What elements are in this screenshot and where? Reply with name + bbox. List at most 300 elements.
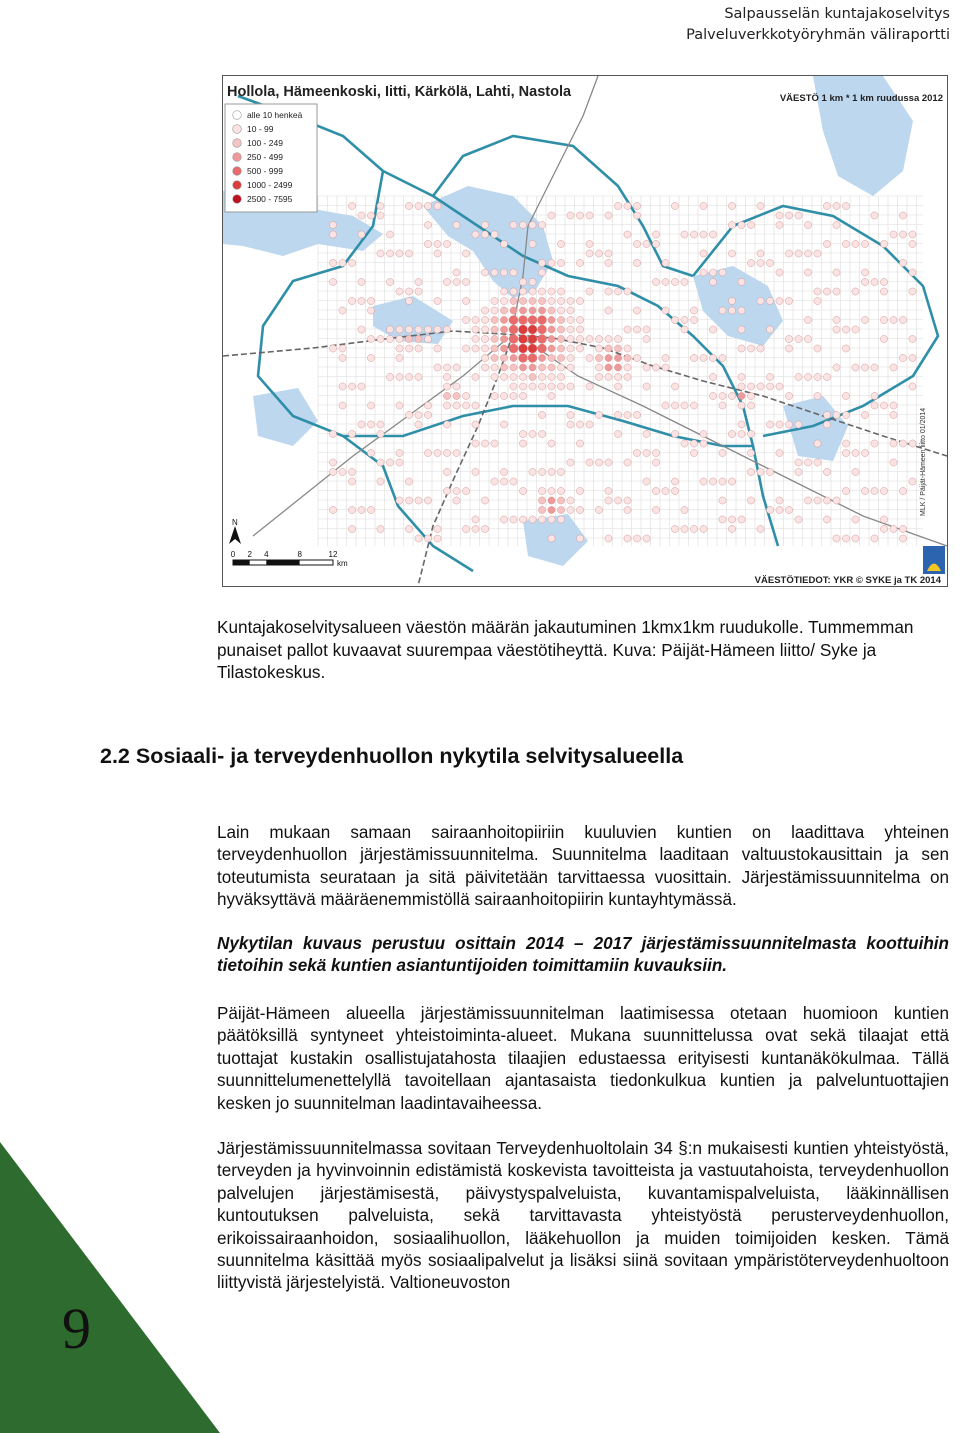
scale-tick-label: 0: [230, 550, 236, 559]
population-dot: [472, 231, 479, 238]
population-dot: [424, 497, 431, 504]
population-dot: [377, 335, 384, 342]
section-heading: 2.2 Sosiaali- ja terveydenhuollon nykytila selvitysalueella: [100, 744, 684, 768]
population-dot: [358, 212, 365, 219]
population-dot: [614, 383, 621, 390]
population-dot: [776, 421, 783, 428]
population-dot: [842, 345, 849, 352]
population-dot: [624, 459, 631, 466]
legend-swatch: [233, 195, 242, 204]
population-dot: [899, 354, 906, 361]
population-dot: [415, 278, 422, 285]
population-dot: [700, 354, 707, 361]
population-dot: [728, 202, 735, 209]
population-dot: [690, 402, 697, 409]
population-dot: [576, 535, 583, 542]
population-dot: [538, 430, 545, 437]
population-dot: [614, 497, 621, 504]
population-dot: [567, 364, 574, 371]
population-dot: [586, 240, 593, 247]
population-dot: [614, 288, 621, 295]
population-dot: [567, 411, 574, 418]
population-dot: [681, 326, 688, 333]
scale-tick-label: 12: [328, 550, 338, 559]
population-dot: [880, 278, 887, 285]
population-dot: [738, 278, 745, 285]
population-dot: [519, 373, 526, 380]
population-dot: [500, 297, 507, 304]
population-dot: [519, 297, 526, 304]
population-dot: [339, 259, 346, 266]
population-dot: [453, 392, 460, 399]
population-dot: [396, 449, 403, 456]
population-dot: [405, 411, 412, 418]
population-dot: [548, 288, 555, 295]
population-dot: [538, 497, 545, 504]
population-dot: [367, 449, 374, 456]
population-dot: [339, 354, 346, 361]
population-dot: [509, 335, 518, 344]
population-dot: [766, 326, 773, 333]
population-dot: [434, 535, 441, 542]
population-dot: [804, 250, 811, 257]
paragraph-4: Järjestämissuunnitelmassa sovitaan Terveydenhuoltolain 34 §:n mukaisesti kuntien yhteistyöstä, terveyden ja hyvinvoinnin edistämistä koskevista tavoitteista ja vastuutahoista, terveydenhuollon palvelujen järjestämisestä, päivystyspalveluista, kuvantamispalveluista, lääkinnällisen kuntoutuksen palveluista, sekä tarvittavasta yhteistyöstä perusterveydenhuollon, erikoissairaanhoidon, sosiaalihuollon, lääkehuollon ja muiden toimijoiden kesken. Tämä suunnitelma käsittää myös sosiaalipalvelut ja lisäksi siinä sovitaan ympäristöterveydenhuoltoon liittyvistä järjestelyistä. Valtioneuvoston: [217, 1139, 949, 1293]
population-dot: [624, 373, 631, 380]
population-dot: [557, 316, 564, 323]
population-dot: [586, 288, 593, 295]
population-dot: [823, 421, 830, 428]
population-dot: [662, 278, 669, 285]
population-dot: [814, 497, 821, 504]
population-dot: [624, 364, 631, 371]
population-dot: [605, 535, 612, 542]
population-dot: [538, 506, 545, 513]
population-dot: [633, 535, 640, 542]
population-dot: [795, 468, 802, 475]
population-dot: [538, 288, 545, 295]
population-dot: [738, 326, 745, 333]
legend-swatch: [233, 181, 242, 190]
population-dot: [605, 345, 612, 352]
population-dot: [529, 364, 536, 371]
population-dot: [595, 506, 602, 513]
population-dot: [576, 506, 583, 513]
population-dot: [453, 487, 460, 494]
population-dot: [567, 297, 574, 304]
population-dot: [633, 202, 640, 209]
population-dot: [557, 297, 564, 304]
population-dot: [567, 421, 574, 428]
population-dot: [586, 383, 593, 390]
population-dot: [367, 212, 374, 219]
population-dot: [766, 468, 773, 475]
population-dot: [557, 307, 564, 314]
population-dot: [909, 288, 916, 295]
scale-bar-segment: [233, 560, 250, 565]
population-dot: [329, 506, 336, 513]
population-dot: [871, 212, 878, 219]
population-dot: [633, 354, 640, 361]
population-dot: [823, 240, 830, 247]
population-dot: [690, 525, 697, 532]
population-dot: [871, 402, 878, 409]
population-dot: [434, 297, 441, 304]
population-dot: [662, 487, 669, 494]
population-dot: [671, 278, 678, 285]
population-dot: [776, 212, 783, 219]
population-dot: [662, 354, 669, 361]
population-dot: [529, 278, 536, 285]
legend-swatch: [233, 167, 242, 176]
map-subtitle: VÄESTÖ 1 km * 1 km ruudussa 2012: [779, 93, 943, 104]
population-dot: [757, 525, 764, 532]
population-dot: [548, 497, 555, 504]
population-dot: [633, 212, 640, 219]
header-line-2: Palveluverkkotyöryhmän väliraportti: [686, 27, 950, 43]
population-dot: [358, 506, 365, 513]
population-dot: [538, 297, 545, 304]
legend-label: 250 - 499: [247, 152, 283, 162]
population-dot: [396, 373, 403, 380]
population-dot: [709, 392, 716, 399]
population-dot: [643, 364, 650, 371]
population-dot: [671, 430, 678, 437]
population-dot: [557, 288, 564, 295]
population-dot: [624, 345, 631, 352]
population-dot: [519, 278, 526, 285]
population-dot: [548, 345, 555, 352]
population-dot: [367, 402, 374, 409]
population-dot: [424, 326, 431, 333]
population-dot: [605, 487, 612, 494]
population-dot: [576, 335, 583, 342]
population-dot: [529, 288, 536, 295]
population-dot: [443, 421, 450, 428]
population-dot: [472, 326, 479, 333]
population-dot: [567, 459, 574, 466]
population-dot: [528, 354, 537, 363]
population-dot: [424, 240, 431, 247]
population-dot: [852, 364, 859, 371]
population-dot: [899, 535, 906, 542]
population-dot: [576, 345, 583, 352]
population-map: [222, 75, 948, 587]
population-dot: [690, 449, 697, 456]
population-dot: [500, 478, 507, 485]
population-dot: [719, 269, 726, 276]
population-dot: [491, 373, 498, 380]
population-dot: [491, 297, 498, 304]
population-dot: [814, 459, 821, 466]
population-dot: [396, 497, 403, 504]
population-dot: [472, 421, 479, 428]
population-dot: [652, 487, 659, 494]
population-dot: [633, 307, 640, 314]
population-dot: [329, 259, 336, 266]
population-dot: [671, 316, 678, 323]
population-dot: [348, 525, 355, 532]
population-dot: [785, 345, 792, 352]
population-dot: [434, 345, 441, 352]
population-dot: [358, 278, 365, 285]
population-dot: [377, 250, 384, 257]
population-dot: [766, 506, 773, 513]
population-dot: [757, 250, 764, 257]
population-dot: [833, 326, 840, 333]
population-dot: [662, 402, 669, 409]
population-dot: [766, 373, 773, 380]
population-dot: [453, 449, 460, 456]
legend-label: alle 10 henkeä: [247, 110, 303, 120]
population-dot: [814, 297, 821, 304]
population-dot: [700, 525, 707, 532]
population-dot: [909, 231, 916, 238]
population-dot: [462, 297, 469, 304]
population-dot: [424, 221, 431, 228]
population-dot: [462, 345, 469, 352]
population-dot: [510, 392, 517, 399]
population-dot: [434, 449, 441, 456]
population-dot: [823, 468, 830, 475]
population-dot: [861, 364, 868, 371]
population-dot: [719, 402, 726, 409]
population-dot: [557, 468, 564, 475]
population-dot: [538, 316, 547, 325]
population-dot: [472, 516, 479, 523]
population-dot: [785, 335, 792, 342]
population-dot: [557, 354, 564, 361]
population-dot: [491, 231, 498, 238]
population-dot: [747, 449, 754, 456]
population-dot: [709, 326, 716, 333]
scale-tick-label: 2: [247, 550, 252, 559]
population-dot: [738, 516, 745, 523]
population-dot: [538, 373, 545, 380]
population-dot: [415, 373, 422, 380]
population-dot: [766, 297, 773, 304]
population-dot: [434, 250, 441, 257]
population-dot: [557, 516, 564, 523]
population-dot: [795, 373, 802, 380]
population-dot: [899, 487, 906, 494]
population-dot: [548, 440, 555, 447]
population-dot: [614, 335, 621, 342]
population-dot: [462, 392, 469, 399]
population-dot: [548, 383, 555, 390]
population-dot: [709, 278, 716, 285]
population-dot: [491, 269, 498, 276]
population-dot: [443, 383, 450, 390]
population-dot: [538, 411, 545, 418]
population-dot: [519, 316, 528, 325]
population-dot: [899, 316, 906, 323]
population-dot: [671, 202, 678, 209]
population-dot: [348, 297, 355, 304]
population-dot: [405, 497, 412, 504]
population-dot: [557, 373, 564, 380]
population-dot: [633, 449, 640, 456]
population-dot: [396, 335, 403, 342]
population-dot: [339, 402, 346, 409]
population-dot: [795, 516, 802, 523]
population-dot: [890, 459, 897, 466]
population-dot: [557, 506, 564, 513]
population-dot: [690, 316, 697, 323]
population-dot: [899, 525, 906, 532]
population-dot: [548, 487, 555, 494]
population-dot: [348, 430, 355, 437]
population-dot: [738, 345, 745, 352]
population-dot: [358, 297, 365, 304]
population-dot: [909, 335, 916, 342]
population-dot: [500, 468, 507, 475]
population-dot: [747, 383, 754, 390]
population-dot: [519, 221, 526, 228]
population-dot: [481, 221, 488, 228]
population-dot: [377, 421, 384, 428]
population-dot: [880, 516, 887, 523]
paragraph-3: Päijät-Hämeen alueella järjestämissuunnitelman laatimisessa otetaan huomioon kuntien päätöksillä syntyneet yhteistoiminta-alueet. Mukana suunnittelussa ovat sekä tilaajat että tuottajat kustakin osallistujatahosta tilaajien edustaessa erityisesti kuntanäkökulmaa. Tällä suunnittelumenettelyllä tavoitellaan ajantasaista tiedonkulkua kuntien ja palveluntuottajien kesken jo suunnitelman laadintavaiheessa.: [217, 1004, 949, 1113]
population-dot: [605, 373, 612, 380]
population-dot: [529, 240, 536, 247]
scale-bar-segment: [266, 560, 299, 565]
population-dot: [614, 364, 621, 371]
population-dot: [909, 240, 916, 247]
population-dot: [842, 240, 849, 247]
population-dot: [681, 440, 688, 447]
population-dot: [880, 288, 887, 295]
population-dot: [443, 468, 450, 475]
population-dot: [586, 421, 593, 428]
population-dot: [519, 325, 528, 334]
population-dot: [443, 373, 450, 380]
population-dot: [481, 354, 488, 361]
population-dot: [548, 307, 555, 314]
population-dot: [481, 497, 488, 504]
population-dot: [719, 516, 726, 523]
population-dot: [586, 212, 593, 219]
population-dot: [405, 478, 412, 485]
population-dot: [624, 497, 631, 504]
population-dot: [453, 221, 460, 228]
population-dot: [814, 440, 821, 447]
population-dot: [709, 269, 716, 276]
population-dot: [405, 202, 412, 209]
population-dot: [529, 221, 536, 228]
population-dot: [424, 402, 431, 409]
population-dot: [747, 497, 754, 504]
population-dot: [548, 212, 555, 219]
population-dot: [690, 440, 697, 447]
population-dot: [890, 364, 897, 371]
population-dot: [757, 468, 764, 475]
population-dot: [557, 487, 564, 494]
population-dot: [662, 307, 669, 314]
population-dot: [890, 231, 897, 238]
population-dot: [481, 326, 488, 333]
population-dot: [491, 335, 498, 342]
population-dot: [681, 316, 688, 323]
population-dot: [491, 440, 498, 447]
population-dot: [339, 307, 346, 314]
population-dot: [747, 345, 754, 352]
population-dot: [738, 383, 745, 390]
population-dot: [719, 307, 726, 314]
population-dot: [405, 297, 412, 304]
legend-label: 2500 - 7595: [247, 194, 293, 204]
population-dot: [643, 240, 650, 247]
population-dot: [700, 478, 707, 485]
population-dot: [823, 411, 830, 418]
population-dot: [415, 411, 422, 418]
population-dot: [500, 364, 507, 371]
population-dot: [510, 288, 517, 295]
population-dot: [405, 250, 412, 257]
population-dot: [586, 250, 593, 257]
population-dot: [852, 449, 859, 456]
population-dot: [491, 307, 498, 314]
population-dot: [605, 250, 612, 257]
population-dot: [833, 288, 840, 295]
population-dot: [595, 354, 602, 361]
population-dot: [481, 269, 488, 276]
population-dot: [614, 373, 621, 380]
population-dot: [852, 468, 859, 475]
population-dot: [681, 278, 688, 285]
population-dot: [719, 354, 726, 361]
population-dot: [510, 354, 517, 361]
population-dot: [500, 316, 507, 323]
population-dot: [377, 212, 384, 219]
population-dot: [557, 240, 564, 247]
population-dot: [500, 516, 507, 523]
population-dot: [548, 297, 555, 304]
population-dot: [538, 259, 545, 266]
population-dot: [519, 307, 526, 314]
population-dot: [576, 259, 583, 266]
population-dot: [633, 411, 640, 418]
population-dot: [643, 535, 650, 542]
population-dot: [842, 411, 849, 418]
population-dot: [757, 259, 764, 266]
population-dot: [405, 345, 412, 352]
population-dot: [386, 373, 393, 380]
population-dot: [396, 326, 403, 333]
population-dot: [548, 364, 555, 371]
population-dot: [880, 525, 887, 532]
running-header: [686, 4, 950, 46]
population-dot: [643, 326, 650, 333]
population-dot: [738, 392, 745, 399]
population-dot: [804, 497, 811, 504]
population-dot: [605, 288, 612, 295]
population-dot: [747, 402, 754, 409]
population-dot: [823, 202, 830, 209]
population-dot: [823, 288, 830, 295]
population-dot: [491, 345, 498, 352]
population-dot: [681, 506, 688, 513]
population-dot: [728, 516, 735, 523]
population-dot: [519, 288, 526, 295]
header-line-1: Salpausselän kuntajakoselvitys: [724, 6, 950, 22]
population-dot: [472, 345, 479, 352]
population-dot: [424, 411, 431, 418]
population-dot: [652, 506, 659, 513]
population-dot: [871, 535, 878, 542]
population-dot: [643, 430, 650, 437]
population-dot: [548, 373, 555, 380]
population-dot: [529, 383, 536, 390]
